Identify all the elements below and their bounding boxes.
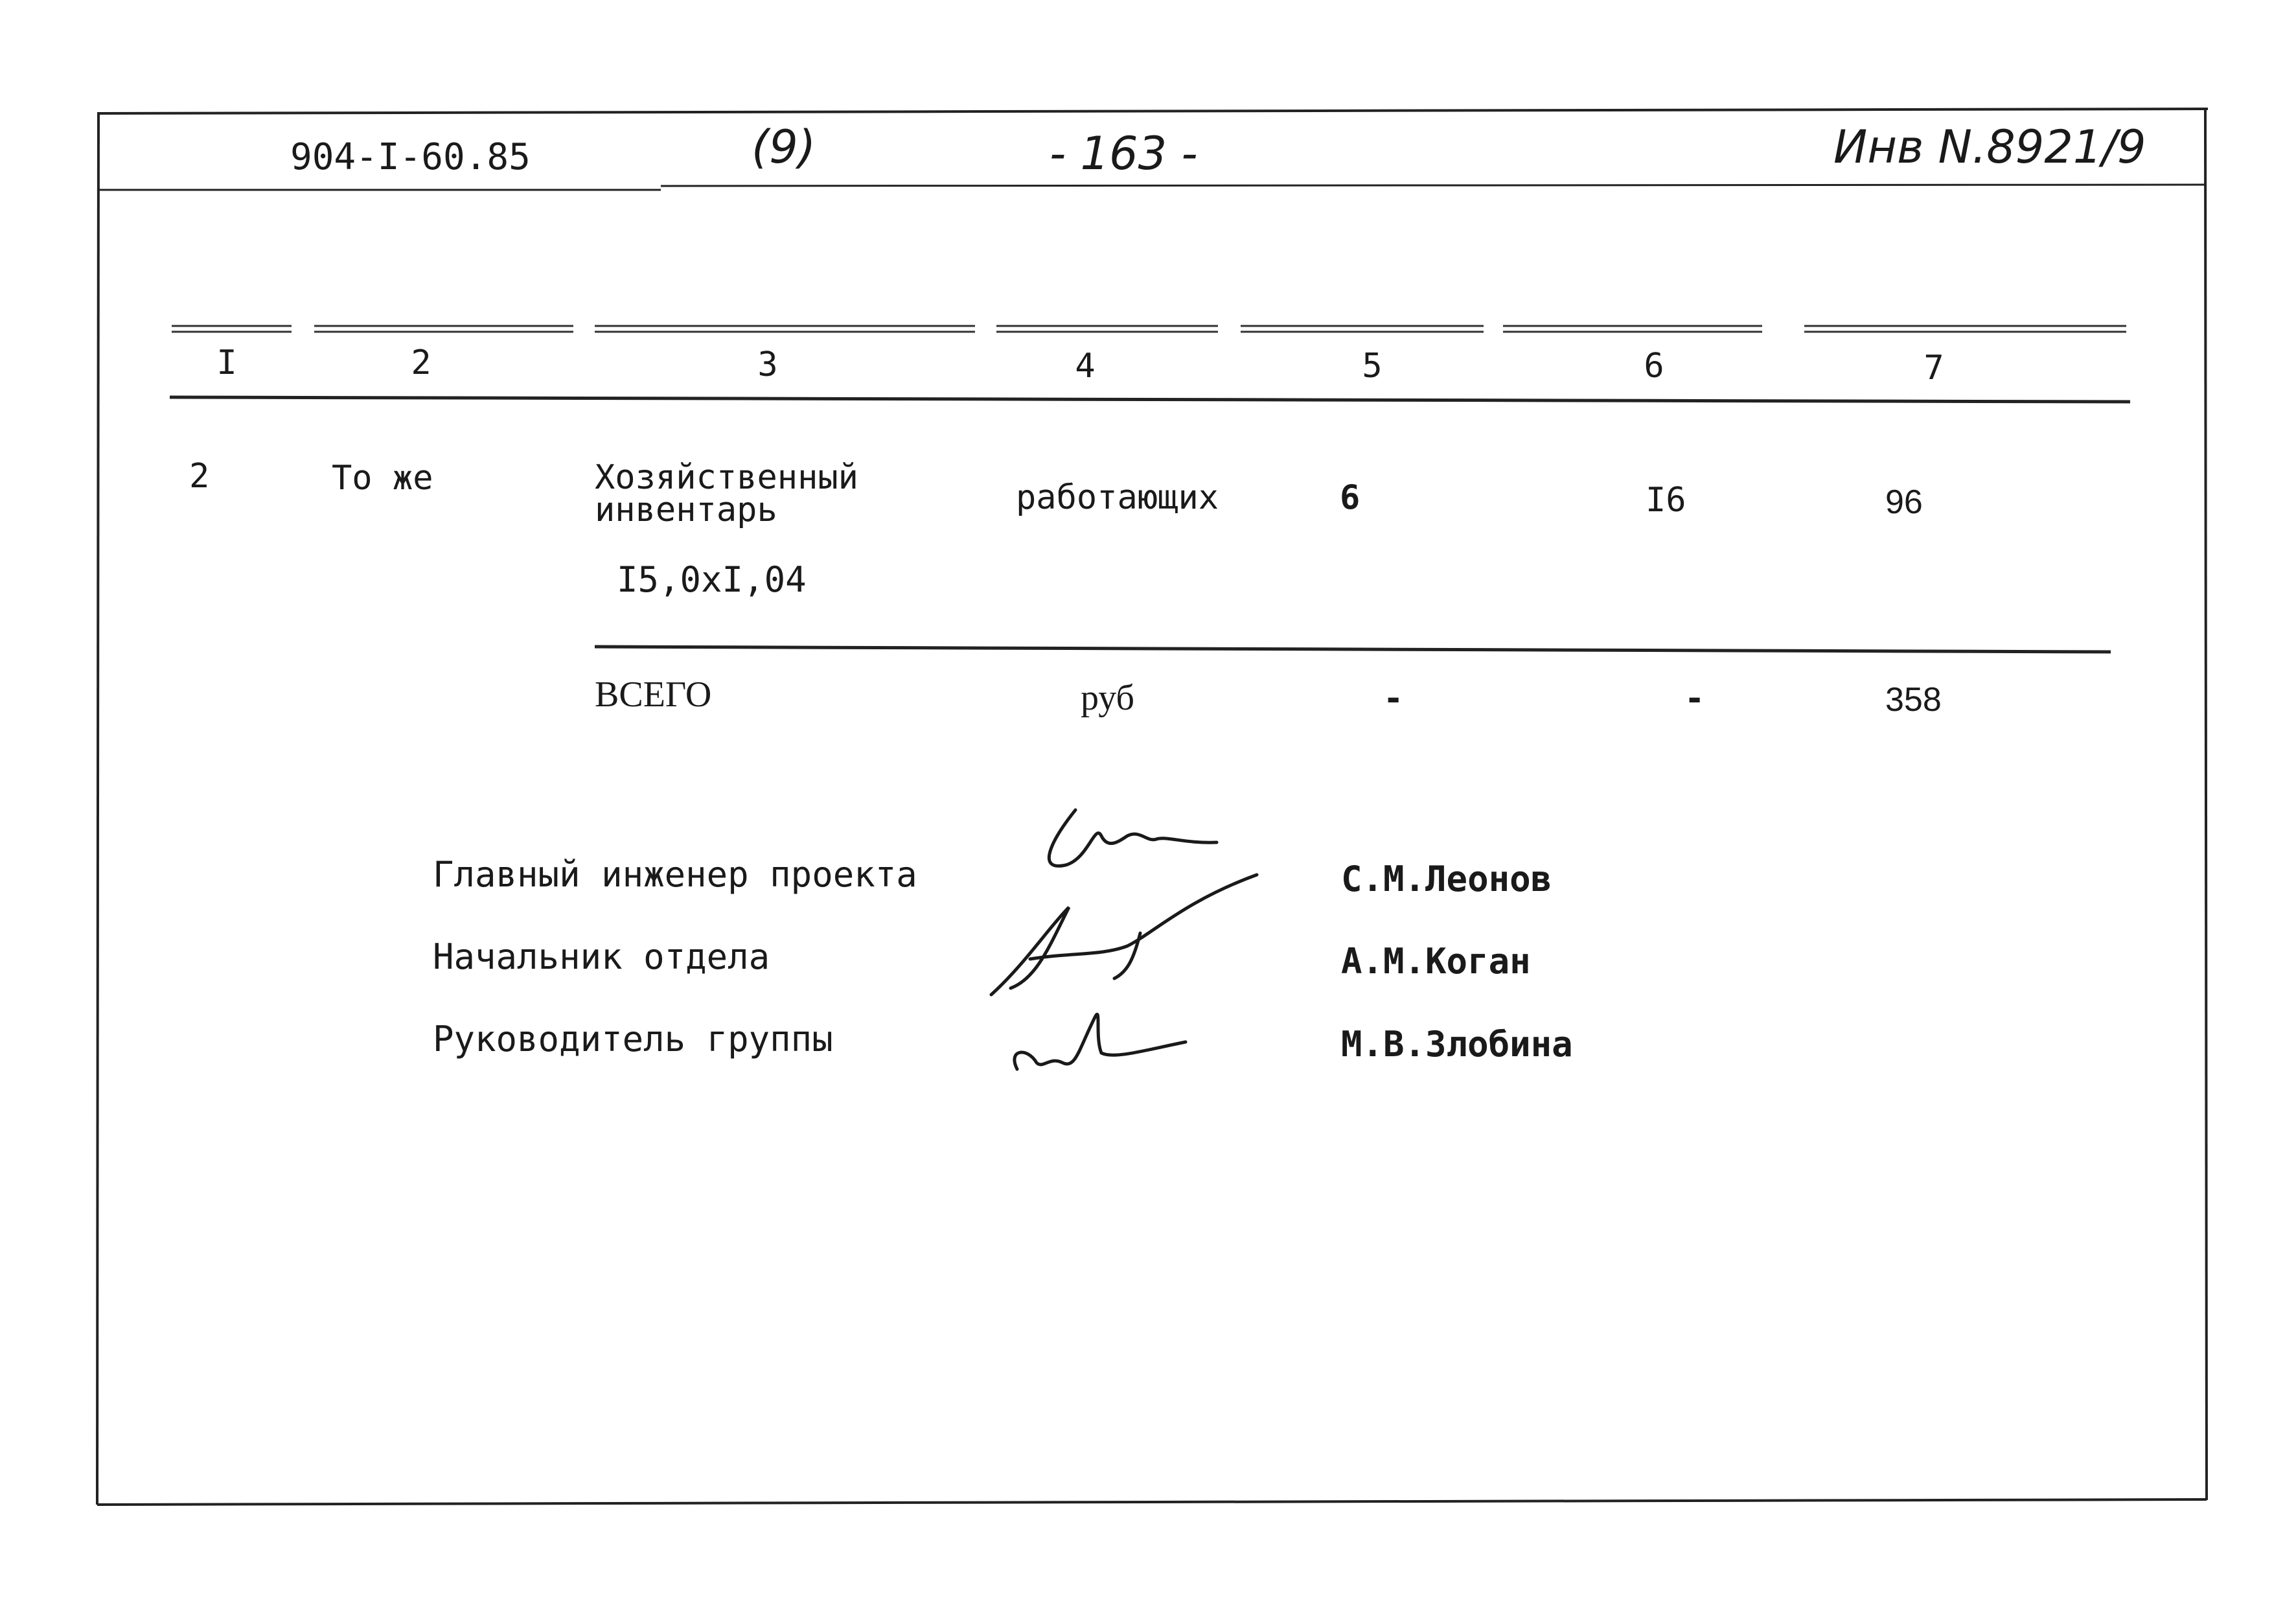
signature-2 <box>991 875 1257 995</box>
page-number: - 163 - <box>1050 127 1198 180</box>
column-2-header: 2 <box>411 343 431 382</box>
total-price: - <box>1684 679 1705 718</box>
row-name-line1: Хозяйственный <box>595 458 858 497</box>
column-7-header: 7 <box>1923 349 1944 387</box>
inventory-number: Инв N.8921/9 <box>1833 121 2146 174</box>
total-quantity: - <box>1383 679 1404 718</box>
row-name-line2: инвентарь <box>595 491 777 529</box>
row-unit: работающих <box>1016 478 1219 517</box>
row-quantity: 6 <box>1340 478 1360 517</box>
total-label: ВСЕГО <box>595 675 712 715</box>
row-price: I6 <box>1646 481 1686 520</box>
signature-role-3: Руководитель группы <box>433 1019 833 1059</box>
sheet-note: (9) <box>752 121 816 174</box>
column-1-header: I <box>216 343 237 382</box>
signature-role-1: Главный инженер проекта <box>433 854 917 895</box>
column-5-header: 5 <box>1362 347 1383 386</box>
signature-1 <box>1049 810 1217 866</box>
column-3-header: 3 <box>757 345 778 384</box>
row-formula: I5,0xI,04 <box>617 559 807 600</box>
total-unit: руб <box>1081 678 1135 718</box>
signature-name-2: А.М.Коган <box>1341 941 1531 982</box>
signature-role-2: Начальник отдела <box>433 936 770 977</box>
column-4-header: 4 <box>1075 347 1096 386</box>
signature-name-3: М.В.Злобина <box>1341 1024 1573 1065</box>
row-number: 2 <box>189 457 210 496</box>
total-amount: 358 <box>1885 681 1942 719</box>
document-code: 904-I-60.85 <box>290 136 531 178</box>
row-reference: То же <box>332 459 433 498</box>
signature-3 <box>1015 1014 1186 1069</box>
signature-name-1: С.М.Леонов <box>1341 859 1552 899</box>
row-total: 96 <box>1885 483 1923 521</box>
column-6-header: 6 <box>1644 347 1664 386</box>
